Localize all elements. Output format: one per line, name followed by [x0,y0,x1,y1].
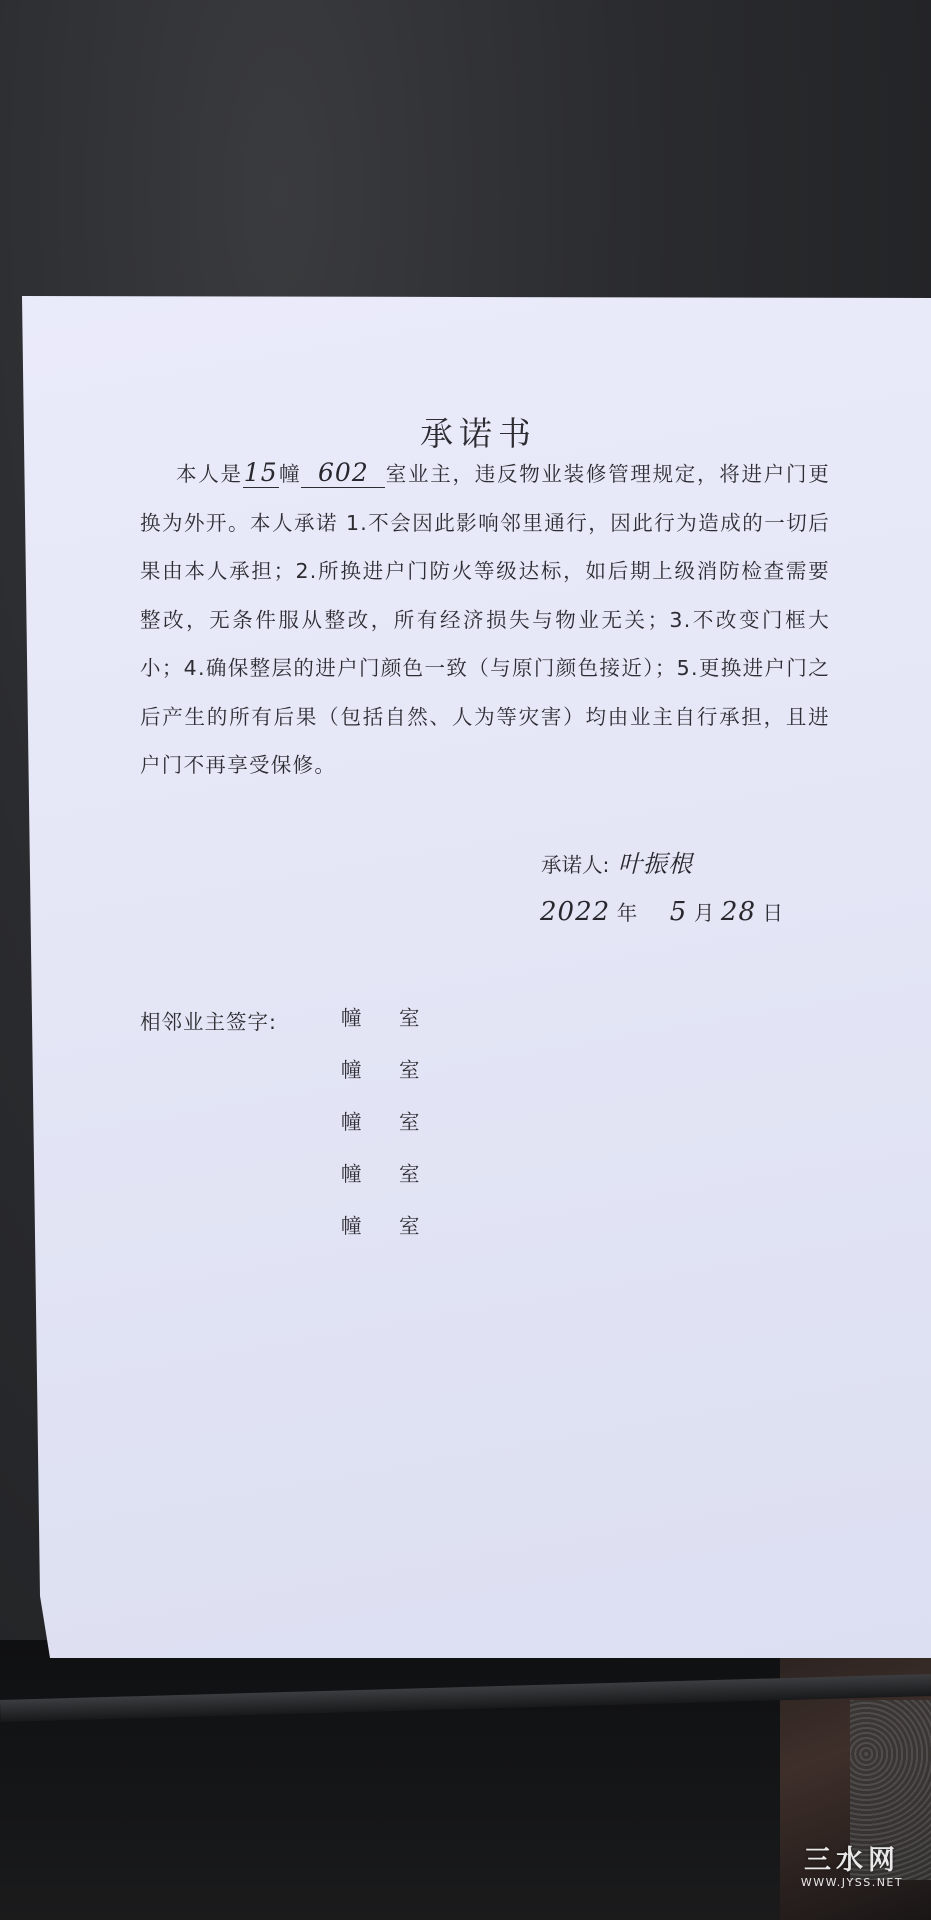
commitment-text: 室业主，违反物业装修管理规定，将进户门更换为外开。本人承诺 1.不会因此影响邻里通行，因此行为造成的一切后果由本人承担；2.所换进户门防火等级达标，如后期上级消防检查需要整改，无条件服从整改，所有经济损失与物业无关；3.不改变门框大小；4.确保整层的进户门颜色一致（与原门颜色接近）；5.更换进户门之后产生的所有后果（包括自然、人为等灾害）均由业主自行承担，且进户门不再享受保修。 [140,462,830,777]
building-number-field [243,460,279,488]
date-day-unit: 日 [762,901,784,925]
neighbor-building-unit: 幢 [341,1162,362,1186]
neighbor-room-unit: 室 [399,1058,420,1082]
neighbor-room-unit: 室 [399,1162,420,1186]
date-month: 5 [669,897,688,927]
neighbor-building-unit: 幢 [341,1214,362,1238]
intro-prefix: 本人是 [176,462,243,486]
neighbor-room-unit: 室 [399,1110,420,1134]
date-day: 28 [720,897,756,927]
document-title: 承诺书 [420,414,537,453]
building-number: 15 [243,458,278,487]
date-month-unit: 月 [693,901,715,925]
neighbor-building-unit: 幢 [341,1110,362,1134]
room-number: 602 [318,458,369,487]
neighbor-row [341,1106,420,1158]
watermark-name: 三水网 [804,1845,900,1876]
neighbor-row [341,1210,420,1262]
building-unit: 幢 [278,462,302,486]
room-number-field [301,460,385,488]
neighbor-row [341,1002,420,1054]
date-line [540,896,783,927]
neighbor-building-unit: 幢 [341,1058,362,1082]
neighbor-signature-list [341,1002,420,1262]
neighbor-room-unit: 室 [399,1006,420,1030]
site-watermark [787,1846,917,1890]
signer-signature: 叶振根 [617,850,693,878]
signer-line [541,844,693,879]
watermark-url: WWW.JYSS.NET [800,1876,904,1889]
neighbor-row [341,1054,420,1106]
neighbor-room-unit: 室 [399,1214,420,1238]
neighbor-row [341,1158,420,1210]
date-year: 2022 [540,897,611,927]
date-year-unit: 年 [616,901,638,925]
commitment-body [140,450,830,790]
neighbor-building-unit: 幢 [341,1006,362,1030]
signer-label: 承诺人: [541,853,610,877]
neighbor-signature-label: 相邻业主签字: [140,1010,277,1034]
